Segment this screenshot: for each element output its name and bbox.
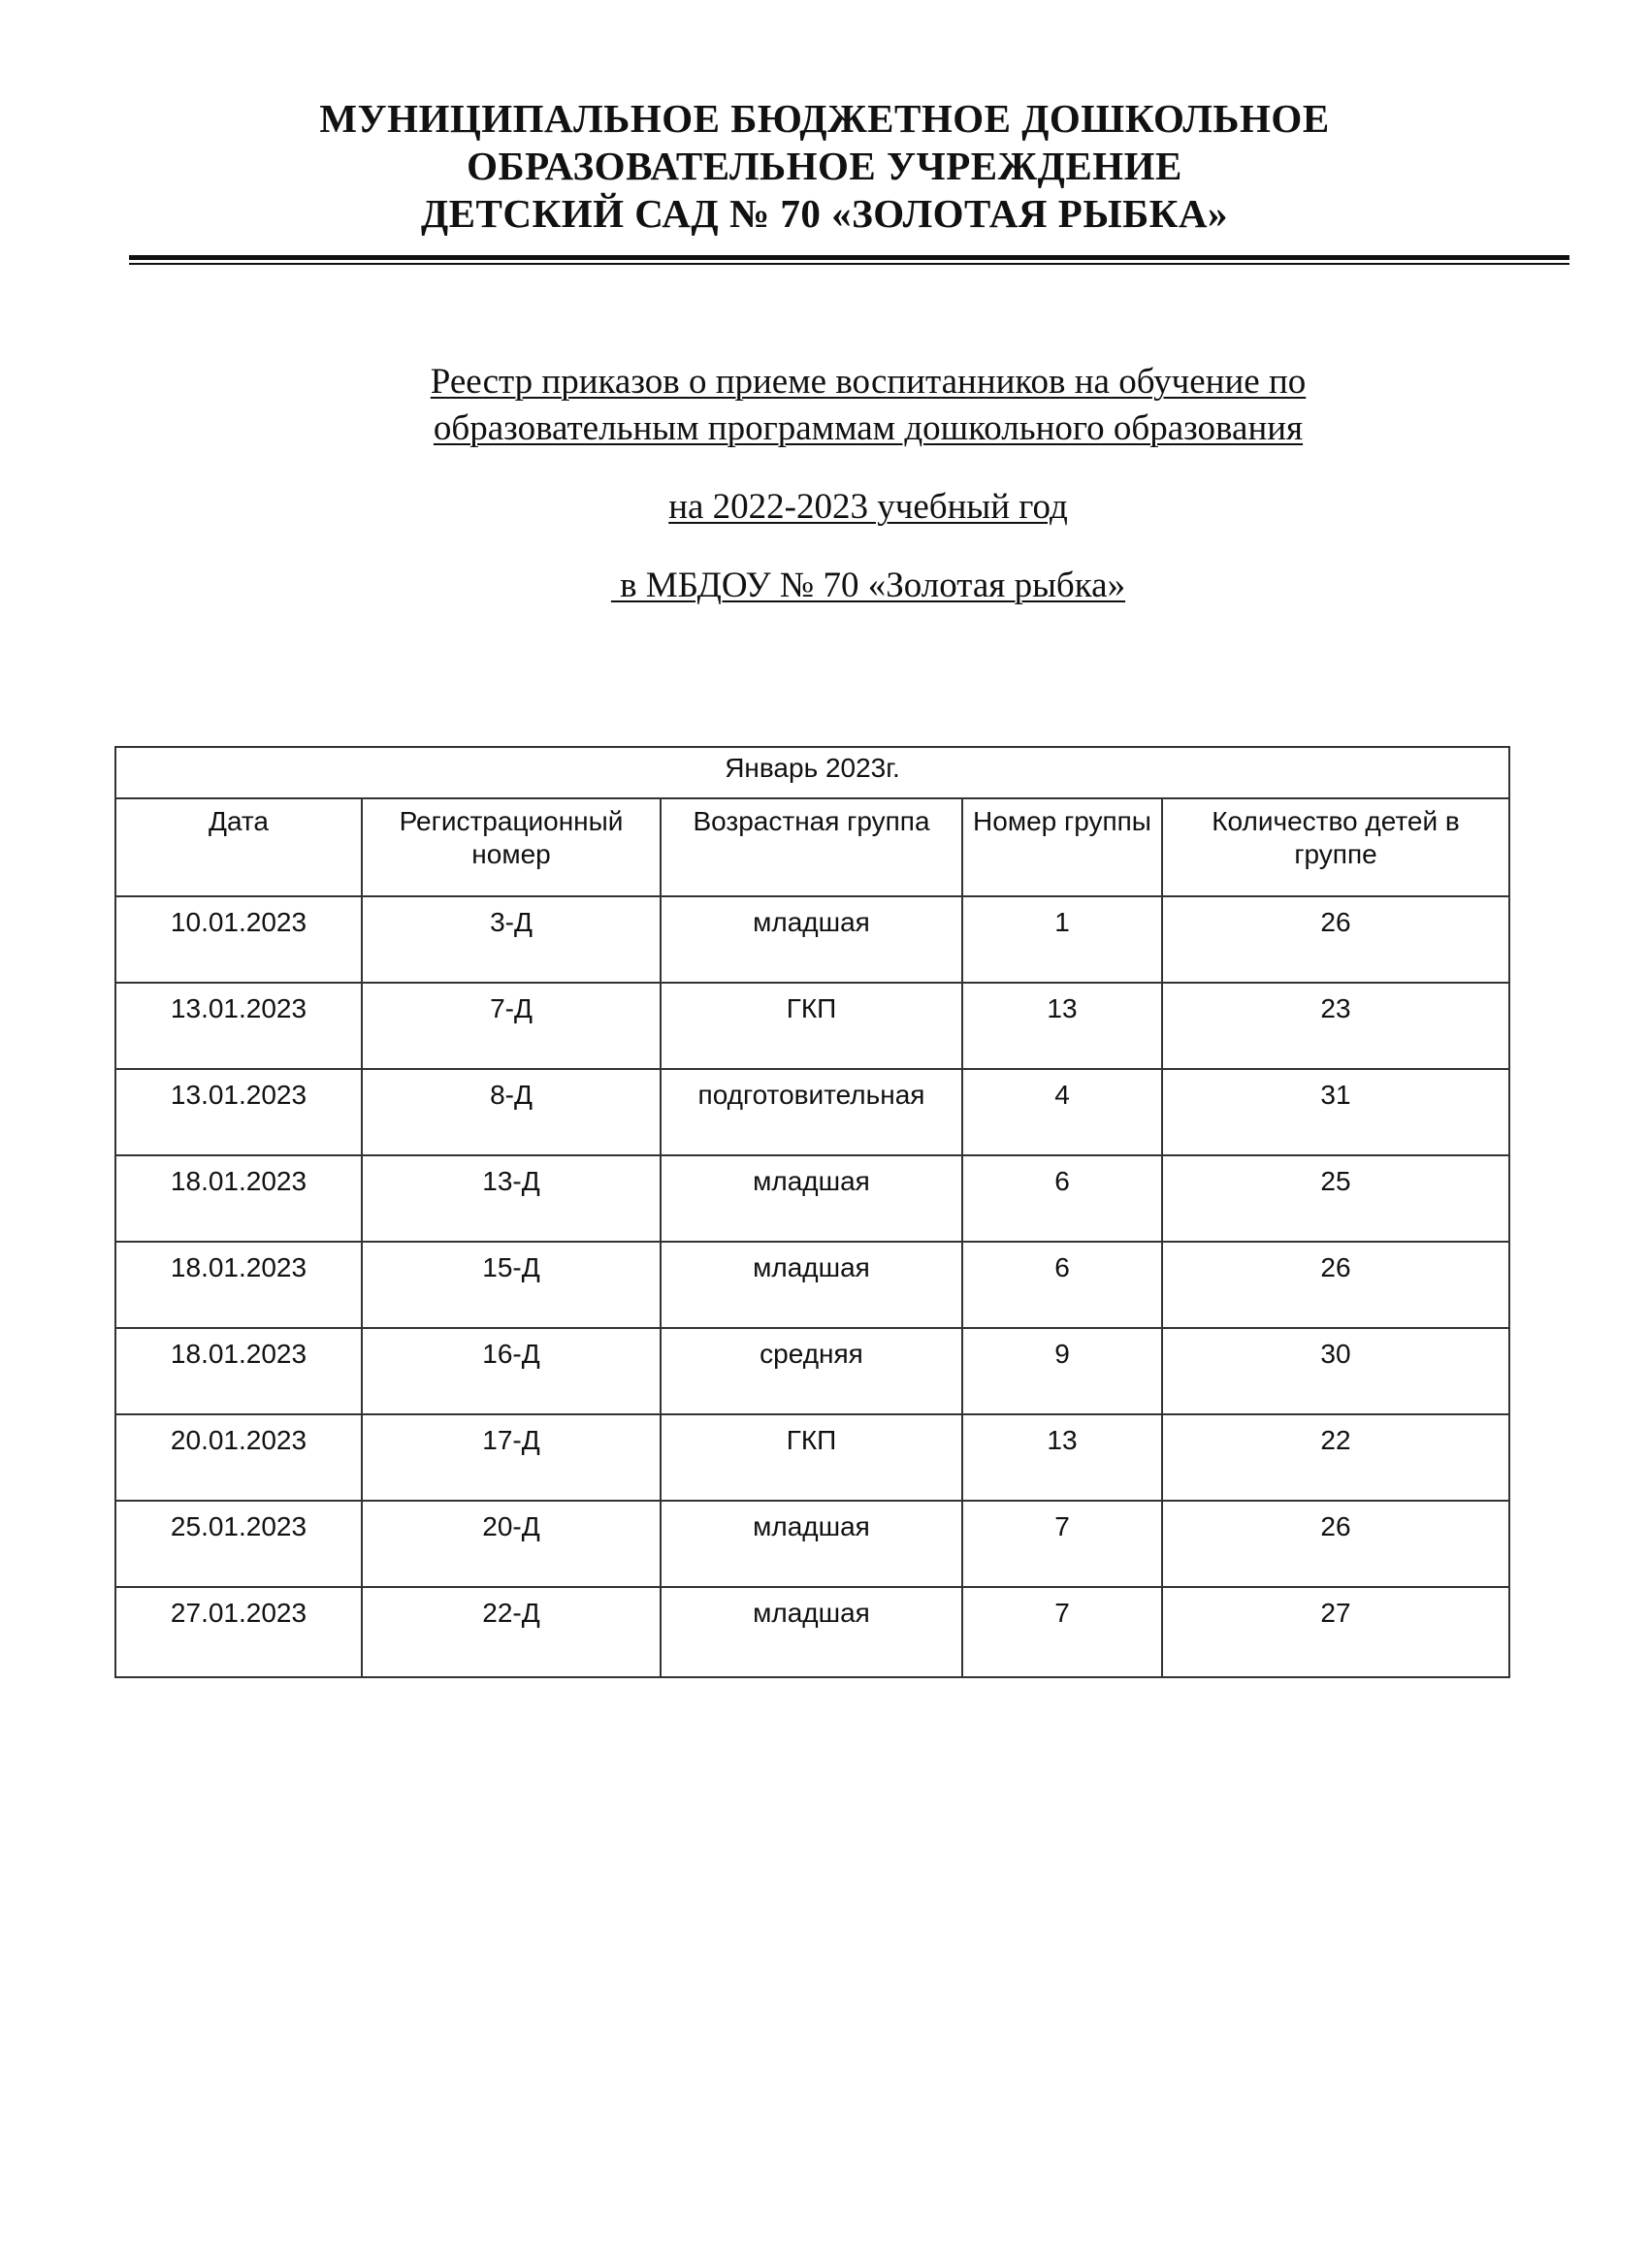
header-divider-thin bbox=[129, 263, 1569, 265]
table-header-row bbox=[115, 798, 1509, 896]
cell-date: 20.01.2023 bbox=[115, 1414, 362, 1501]
cell-age-group: средняя bbox=[661, 1328, 962, 1414]
table-row bbox=[115, 1587, 1509, 1677]
cell-group-number: 7 bbox=[962, 1501, 1162, 1587]
cell-children-count: 26 bbox=[1162, 1242, 1509, 1328]
cell-date: 18.01.2023 bbox=[115, 1328, 362, 1414]
cell-registration-number: 16-Д bbox=[362, 1328, 661, 1414]
cell-registration-number: 17-Д bbox=[362, 1414, 661, 1501]
cell-children-count: 22 bbox=[1162, 1414, 1509, 1501]
cell-registration-number: 22-Д bbox=[362, 1587, 661, 1677]
cell-date: 18.01.2023 bbox=[115, 1242, 362, 1328]
column-header-registration-number: Регистрационный номер bbox=[362, 798, 661, 896]
cell-group-number: 7 bbox=[962, 1587, 1162, 1677]
cell-age-group: младшая bbox=[661, 1155, 962, 1242]
table-row bbox=[115, 983, 1509, 1069]
column-header-age-group: Возрастная группа bbox=[661, 798, 962, 896]
cell-age-group: ГКП bbox=[661, 1414, 962, 1501]
cell-date: 13.01.2023 bbox=[115, 983, 362, 1069]
cell-date: 25.01.2023 bbox=[115, 1501, 362, 1587]
cell-group-number: 6 bbox=[962, 1155, 1162, 1242]
cell-date: 27.01.2023 bbox=[115, 1587, 362, 1677]
cell-group-number: 6 bbox=[962, 1242, 1162, 1328]
cell-date: 10.01.2023 bbox=[115, 896, 362, 983]
cell-children-count: 30 bbox=[1162, 1328, 1509, 1414]
table-row bbox=[115, 1155, 1509, 1242]
cell-registration-number: 8-Д bbox=[362, 1069, 661, 1155]
table-row bbox=[115, 1414, 1509, 1501]
cell-registration-number: 20-Д bbox=[362, 1501, 661, 1587]
cell-age-group: ГКП bbox=[661, 983, 962, 1069]
table-month-header: Январь 2023г. bbox=[115, 747, 1509, 798]
table-row bbox=[115, 896, 1509, 983]
title-line-2: образовательным программам дошкольного образования bbox=[433, 408, 1304, 448]
cell-date: 18.01.2023 bbox=[115, 1155, 362, 1242]
organization-name-line-1: МУНИЦИПАЛЬНОЕ БЮДЖЕТНОЕ ДОШКОЛЬНОЕ bbox=[319, 96, 1330, 141]
title-line-1: Реестр приказов о приеме воспитанников на обучение по bbox=[430, 362, 1307, 402]
cell-children-count: 25 bbox=[1162, 1155, 1509, 1242]
header-divider-thick bbox=[129, 255, 1569, 260]
cell-age-group: младшая bbox=[661, 1501, 962, 1587]
cell-registration-number: 7-Д bbox=[362, 983, 661, 1069]
cell-children-count: 27 bbox=[1162, 1587, 1509, 1677]
cell-children-count: 23 bbox=[1162, 983, 1509, 1069]
cell-children-count: 31 bbox=[1162, 1069, 1509, 1155]
cell-age-group: младшая bbox=[661, 1242, 962, 1328]
cell-registration-number: 15-Д bbox=[362, 1242, 661, 1328]
table-row bbox=[115, 1328, 1509, 1414]
table-row bbox=[115, 1242, 1509, 1328]
cell-group-number: 13 bbox=[962, 983, 1162, 1069]
document-title bbox=[0, 361, 1649, 606]
cell-group-number: 4 bbox=[962, 1069, 1162, 1155]
cell-group-number: 1 bbox=[962, 896, 1162, 983]
table-row bbox=[115, 1069, 1509, 1155]
title-line-4: в МБДОУ № 70 «Золотая рыбка» bbox=[610, 566, 1126, 605]
orders-registry-table bbox=[114, 746, 1510, 1678]
cell-children-count: 26 bbox=[1162, 1501, 1509, 1587]
organization-name-line-2: ОБРАЗОВАТЕЛЬНОЕ УЧРЕЖДЕНИЕ bbox=[467, 144, 1182, 188]
organization-header bbox=[0, 95, 1649, 238]
cell-registration-number: 13-Д bbox=[362, 1155, 661, 1242]
title-line-3: на 2022-2023 учебный год bbox=[668, 487, 1068, 527]
column-header-date: Дата bbox=[115, 798, 362, 896]
cell-registration-number: 3-Д bbox=[362, 896, 661, 983]
cell-age-group: подготовительная bbox=[661, 1069, 962, 1155]
column-header-group-number: Номер группы bbox=[962, 798, 1162, 896]
cell-age-group: младшая bbox=[661, 1587, 962, 1677]
column-header-children-count: Количество детей в группе bbox=[1162, 798, 1509, 896]
table-row bbox=[115, 1501, 1509, 1587]
cell-age-group: младшая bbox=[661, 896, 962, 983]
cell-group-number: 13 bbox=[962, 1414, 1162, 1501]
cell-children-count: 26 bbox=[1162, 896, 1509, 983]
cell-date: 13.01.2023 bbox=[115, 1069, 362, 1155]
organization-name-line-3: ДЕТСКИЙ САД № 70 «ЗОЛОТАЯ РЫБКА» bbox=[420, 191, 1229, 236]
cell-group-number: 9 bbox=[962, 1328, 1162, 1414]
